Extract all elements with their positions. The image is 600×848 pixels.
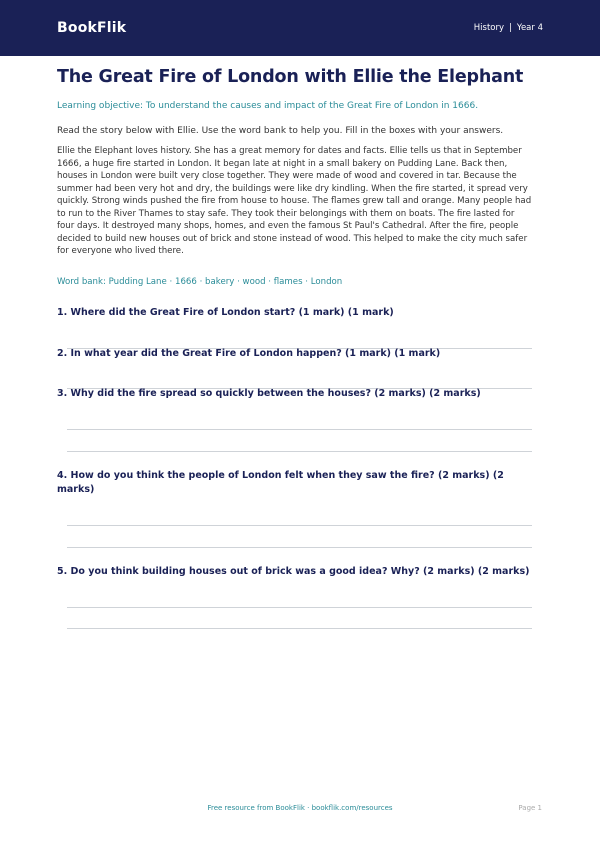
story-text: Ellie the Elephant loves history. She has a great memory for dates and facts. Ellie tells us that in September 1666, a huge fire started in London. It began late at night in a small bakery on Pudding Lane. Back then, houses in London were built very close together. They were made of wood and covered in tar. Because the summer had been very hot and dry, the buildings were like dry kindling. When the fire started, it spread very quickly. Strong winds pushed the fire from house to house. The flames grew tall and orange. Many people had to run to the River Thames to stay safe. They took their belongings with them on boats. The fire lasted for four days. It destroyed many shops, homes, and even the famous St Paul's Cathedral. After the fire, people decided to build new houses out of brick and stone instead of wood. This helped to make the city much safer for everyone who lived there. xyxy=(57,146,532,256)
answer-line[interactable] xyxy=(67,628,532,629)
question-text: 3. Why did the fire spread so quickly between the houses? (2 marks) (2 marks) xyxy=(57,387,481,399)
answer-line[interactable] xyxy=(67,429,532,430)
question-3 xyxy=(57,387,532,452)
question-1 xyxy=(57,306,532,349)
footer xyxy=(0,802,600,814)
answer-line[interactable] xyxy=(67,525,532,526)
question-text: 4. How do you think the people of London felt when they saw the fire? (2 marks) (2 marks) xyxy=(57,469,504,495)
learning-objective: Learning objective: To understand the causes and impact of the Great Fire of London in 1666. xyxy=(57,101,479,111)
word-bank: Word bank: Pudding Lane · 1666 · bakery · wood · flames · London xyxy=(57,276,343,287)
answer-line[interactable] xyxy=(67,547,532,548)
answer-line[interactable] xyxy=(67,607,532,608)
instruction-text: Read the story below with Ellie. Use the word bank to help you. Fill in the boxes with your answers. xyxy=(57,126,504,136)
brand-logo[interactable]: BookFlik xyxy=(57,20,127,36)
question-text: 1. Where did the Great Fire of London start? (1 mark) (1 mark) xyxy=(57,306,394,318)
question-text: 2. In what year did the Great Fire of London happen? (1 mark) (1 mark) xyxy=(57,347,441,359)
answer-line[interactable] xyxy=(67,451,532,452)
subject-label: History xyxy=(473,23,505,33)
header-separator: | xyxy=(509,23,512,33)
question-text: 5. Do you think building houses out of brick was a good idea? Why? (2 marks) (2 marks) xyxy=(57,565,530,577)
worksheet-content xyxy=(57,66,532,629)
page-number: Page 1 xyxy=(518,804,542,812)
question-2 xyxy=(57,347,532,389)
header-bar xyxy=(0,0,600,56)
question-5 xyxy=(57,565,532,629)
header-meta xyxy=(474,23,543,33)
question-4 xyxy=(57,469,532,548)
page-title: The Great Fire of London with Ellie the Elephant xyxy=(57,67,524,87)
footer-resource-link[interactable]: Free resource from BookFlik · bookflik.com/resources xyxy=(207,804,393,812)
year-label: Year 4 xyxy=(516,23,543,33)
